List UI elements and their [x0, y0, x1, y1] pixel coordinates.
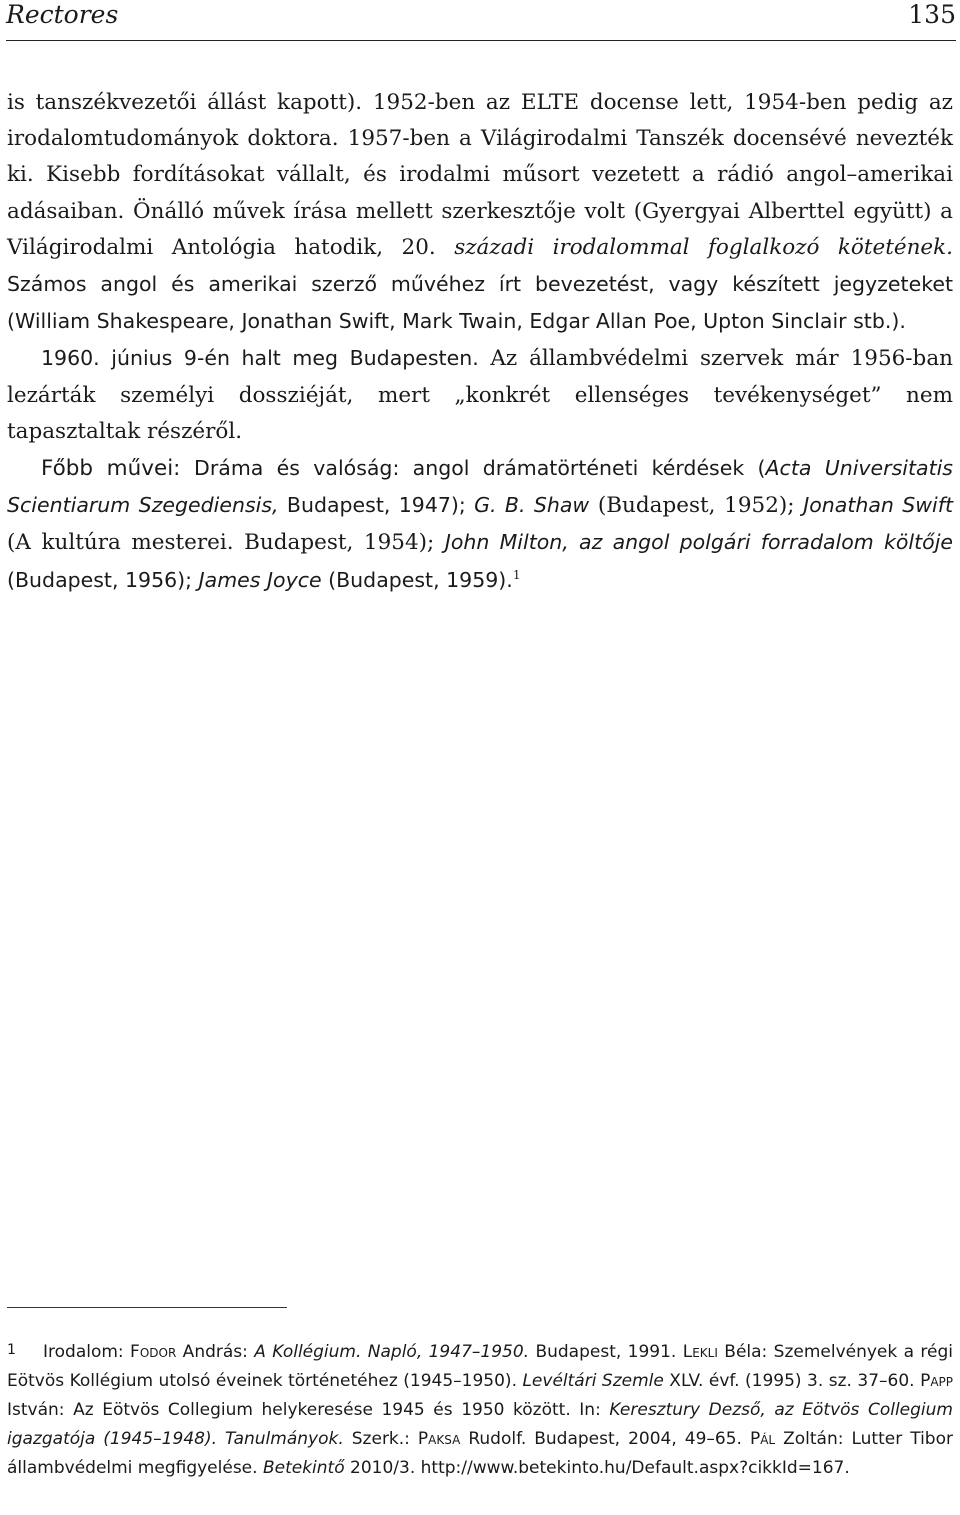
works-label: Főbb művei: — [41, 456, 195, 482]
book-title-keresztury: Keresztury Dezső, az Eötvös Collegium igazgatója (1945–1948). Tanulmányok. — [7, 1400, 953, 1449]
footnote-text: András: — [176, 1342, 255, 1362]
footnote-text: Béla: Szemelvények a régi Eötvös Kollégium utolsó éveinek történetéhez (1945–1950). — [7, 1342, 954, 1391]
work-swift-series: (A kultúra mesterei. Budapest, 1954); — [7, 530, 445, 556]
work-drama-series: Acta Universitatis Scientiarum Szegediensis, — [7, 456, 953, 518]
work-joyce-publication: (Budapest, 1959). — [321, 567, 513, 592]
work-drama: Dráma és valóság: angol drámatörténeti kérdések ( — [194, 456, 766, 481]
journal-leveltari-szemle: Levéltári Szemle — [522, 1371, 664, 1391]
author-papp: Papp — [920, 1371, 953, 1391]
work-drama-publication: Budapest, 1947); — [278, 493, 475, 518]
journal-betekinto: Betekintő — [262, 1458, 345, 1478]
author-fodor: Fodor — [130, 1342, 177, 1362]
footnote-text: XLV. évf. (1995) 3. sz. 37–60. — [663, 1371, 921, 1391]
paragraph-works — [7, 450, 953, 599]
career-text-serif: is tanszékvezetői állást kapott). 1952-ben az ELTE docense lett, 1954-ben pedig az irodalomtudományok doktora. 1957-ben a Világirodalmi Tanszék docensévé nevezték ki. Kisebb fordításokat vállalt, és irodalmi műsort vezetett a rádió angol–amerikai adásaiban. Önálló művek írása mellett szerkesztője volt (Gyergyai Alberttel együtt) a Világirodalmi Antológia hatodik, 20. — [7, 90, 953, 260]
author-lekli: Lekli — [682, 1342, 718, 1362]
introductions-text: Számos angol és amerikai szerző művéhez írt bevezetést, vagy készített jegyzeteket (William Shakespeare, Jonathan Swift, Mark Twain, Edgar Allan Poe, Upton Sinclair stb.). — [7, 272, 953, 334]
footnote-text: Rudolf. Budapest, 2004, 49–65. — [460, 1429, 750, 1449]
footnote-item — [7, 1336, 953, 1483]
book-title-kollegium: A Kollégium. Napló, 1947–1950. — [254, 1342, 530, 1362]
footnote-text: Budapest, 1991. — [529, 1342, 683, 1362]
work-swift-title: Jonathan Swift — [803, 493, 953, 518]
footnote-text: István: Az Eötvös Collegium helykeresése 1945 és 1950 között. In: — [7, 1400, 610, 1420]
body-text — [7, 85, 953, 599]
footnotes — [7, 1336, 953, 1483]
footnote-mark: 1 — [7, 1342, 16, 1358]
work-shaw-publication: (Budapest, 1952); — [589, 493, 804, 519]
footnote-divider — [7, 1307, 287, 1308]
footnote-url-text[interactable]: 2010/3. http://www.betekinto.hu/Default.aspx?cikkId=167. — [344, 1458, 850, 1478]
running-title: Rectores — [6, 0, 119, 29]
paragraph-death — [7, 340, 953, 450]
work-joyce-title: James Joyce — [198, 567, 322, 592]
footnote-text: Zoltán: Lutter Tibor állambvédelmi megfigyelése. — [7, 1429, 953, 1478]
work-shaw-title: G. B. Shaw — [474, 493, 590, 518]
dossier-text: Az állambvédelmi szervek már 1956-ban lezárták személyi dossziéját, mert „konkrét ellenséges tevékenységet” nem tapasztaltak részéről. — [7, 346, 953, 444]
work-milton-publication: (Budapest, 1956); — [7, 567, 199, 592]
running-header — [6, 0, 956, 41]
footnote-reference[interactable]: 1 — [512, 567, 521, 582]
footnote-text: Szerk.: — [343, 1429, 418, 1449]
anthology-subject-text: századi irodalommal foglalkozó kötetének. — [454, 234, 954, 260]
author-pal: Pál — [749, 1429, 776, 1449]
paragraph-career — [7, 85, 953, 340]
death-text: 1960. június 9-én halt meg Budapesten. — [41, 346, 491, 371]
author-paksa: Paksa — [417, 1429, 461, 1449]
footnote-text: Irodalom: — [43, 1342, 131, 1362]
page-number: 135 — [908, 0, 956, 29]
work-milton-title: John Milton, az angol polgári forradalom költője — [444, 530, 953, 555]
